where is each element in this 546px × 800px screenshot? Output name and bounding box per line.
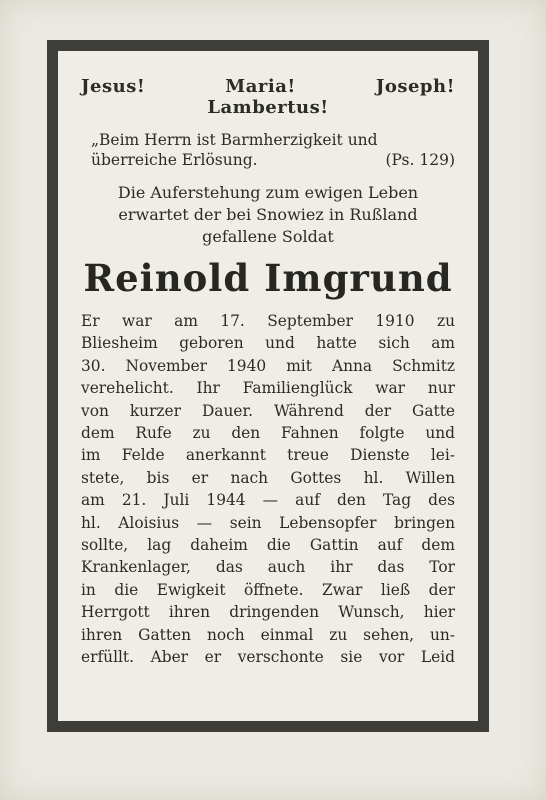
black-border-frame <box>47 40 489 732</box>
quote-line-1: „Beim Herrn ist Barmherzigkeit und <box>91 131 378 149</box>
biography-line: 30. November 1940 mit Anna Schmitz <box>81 356 455 375</box>
invocation-maria: Maria! <box>225 76 296 97</box>
biography-line: Er war am 17. September 1910 zu <box>81 312 455 330</box>
card-content <box>81 76 455 709</box>
biography-line: ihren Gatten noch einmal zu sehen, un- <box>81 625 455 644</box>
psalm-quote <box>91 130 455 170</box>
quote-line-2: überreiche Erlösung. <box>91 151 258 169</box>
biography-line: erfüllt. Aber er verschonte sie vor Leid <box>81 648 455 667</box>
announcement-line: Die Auferstehung zum ewigen Leben <box>117 183 419 202</box>
biography-line: dem Rufe zu den Fahnen folgte und <box>81 424 455 443</box>
invocation-row <box>81 76 455 98</box>
biography-line: in die Ewigkeit öffnete. Zwar ließ der <box>81 580 455 599</box>
quote-line-2-row <box>91 150 455 170</box>
biography-line: Herrgott ihren dringenden Wunsch, hier <box>81 603 455 622</box>
biography-line: sollte, lag daheim die Gattin auf dem <box>81 536 455 555</box>
biography-line: von kurzer Dauer. Während der Gatte <box>81 401 455 420</box>
biography-line: Bliesheim geboren und hatte sich am <box>81 334 455 353</box>
announcement-line: gefallene Soldat <box>202 227 334 246</box>
biography-line: verehelicht. Ihr Familienglück war nur <box>81 379 455 398</box>
biography-line: hl. Aloisius — sein Lebensopfer bringen <box>81 513 455 532</box>
biography-text <box>81 310 455 669</box>
biography-line: Krankenlager, das auch ihr das Tor <box>81 558 455 577</box>
biography-line: am 21. Juli 1944 — auf den Tag des <box>81 491 455 510</box>
biography-line: im Felde anerkannt treue Dienste lei- <box>81 446 455 465</box>
quote-reference: (Ps. 129) <box>385 151 455 169</box>
announcement <box>81 182 455 248</box>
invocation-jesus: Jesus! <box>81 76 146 97</box>
invocation-lambertus: Lambertus! <box>207 97 329 118</box>
invocation-joseph: Joseph! <box>375 76 455 97</box>
announcement-line: erwartet der bei Snowiez in Rußland <box>118 205 418 224</box>
deceased-name: Reinold Imgrund <box>83 256 453 300</box>
biography-line: stete, bis er nach Gottes hl. Willen <box>81 468 455 487</box>
